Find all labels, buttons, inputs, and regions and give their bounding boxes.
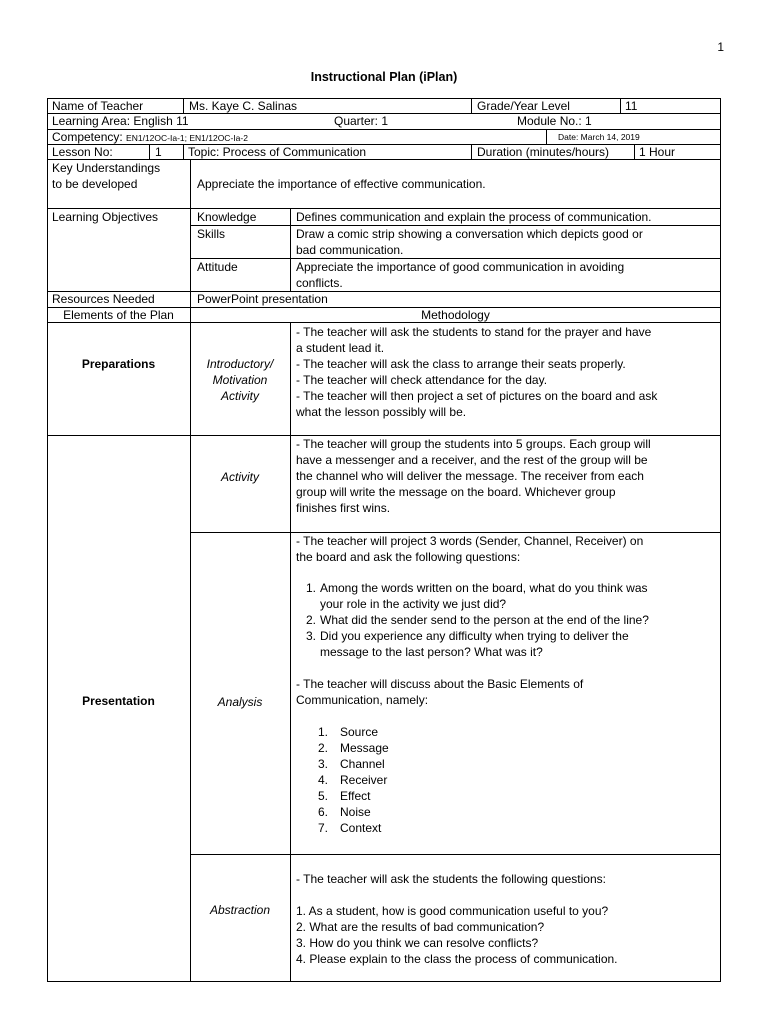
- lesson-value: 1: [155, 145, 162, 159]
- introductory-label-2: Motivation: [212, 373, 268, 387]
- skills-line-1: Draw a comic strip showing a conversation which depicts good or: [296, 227, 643, 241]
- element-item: [296, 724, 716, 740]
- knowledge-value: Defines communication and explain the process of communication.: [296, 210, 652, 224]
- activity-line: group will write the message on the board. Whichever group: [296, 485, 616, 499]
- date: Date: March 14, 2019: [558, 132, 640, 142]
- question-text: your role in the activity we just did?: [320, 597, 507, 611]
- skills-label: Skills: [197, 227, 226, 241]
- elements-of-plan-header: Elements of the Plan: [63, 308, 174, 322]
- competency-value: EN1/12OC-Ia-1; EN1/12OC-Ia-2: [126, 133, 248, 143]
- analysis-content: [296, 533, 716, 836]
- question-number: 2.: [306, 613, 317, 627]
- element-number: 1.: [318, 725, 329, 739]
- element-text: Source: [340, 725, 379, 739]
- topic: Topic: Process of Communication: [188, 145, 367, 159]
- module-number: Module No.: 1: [517, 114, 592, 128]
- teacher-label: Name of Teacher: [52, 99, 144, 113]
- activity-line: the channel who will deliver the message. The receiver from each: [296, 469, 644, 483]
- page-number: 1: [717, 40, 724, 54]
- abstraction-line: 1. As a student, how is good communication useful to you?: [296, 904, 609, 918]
- question-text: Did you experience any difficulty when trying to deliver the: [320, 629, 629, 643]
- grade-value: 11: [625, 99, 638, 113]
- element-number: 6.: [318, 805, 329, 819]
- instructional-plan-table: [47, 98, 721, 982]
- preparations-label: Preparations: [81, 357, 156, 371]
- question-text: message to the last person? What was it?: [320, 645, 543, 659]
- abstraction-content: [296, 871, 618, 967]
- activity-line: - The teacher will group the students into 5 groups. Each group will: [296, 437, 651, 451]
- element-item: [296, 756, 716, 772]
- prep-line: - The teacher will then project a set of pictures on the board and ask: [296, 389, 658, 403]
- element-item: [296, 788, 716, 804]
- element-number: 2.: [318, 741, 329, 755]
- attitude-line-2: conflicts.: [296, 276, 343, 290]
- skills-line-2: bad communication.: [296, 243, 404, 257]
- analysis-label: Analysis: [217, 695, 263, 709]
- resources-label: Resources Needed: [52, 292, 155, 306]
- question-number: 3.: [306, 629, 317, 643]
- competency-label: Competency:: [52, 130, 123, 144]
- activity-content: [296, 436, 651, 516]
- abstraction-line: 2. What are the results of bad communication?: [296, 920, 545, 934]
- learning-objectives-label: Learning Objectives: [52, 210, 159, 224]
- element-text: Noise: [340, 805, 371, 819]
- element-text: Message: [340, 741, 389, 755]
- element-item: [296, 804, 716, 820]
- key-understandings-label-2: to be developed: [52, 177, 138, 191]
- preparations-content: [296, 324, 657, 420]
- prep-line: - The teacher will check attendance for the day.: [296, 373, 548, 387]
- question-text: Among the words written on the board, what do you think was: [320, 581, 648, 595]
- element-text: Effect: [340, 789, 371, 803]
- element-number: 5.: [318, 789, 329, 803]
- document-title: Instructional Plan (iPlan): [310, 70, 458, 84]
- analysis-discuss-line: Communication, namely:: [296, 693, 429, 707]
- teacher-name: Ms. Kaye C. Salinas: [189, 99, 298, 113]
- prep-line: what the lesson possibly will be.: [296, 405, 467, 419]
- abstraction-line: - The teacher will ask the students the following questions:: [296, 872, 606, 886]
- methodology-header: Methodology: [421, 308, 490, 322]
- element-item: [296, 740, 716, 756]
- abstraction-line: 3. How do you think we can resolve conflicts?: [296, 936, 539, 950]
- attitude-label: Attitude: [197, 260, 238, 274]
- question-number: 1.: [306, 581, 317, 595]
- abstraction-line: [296, 887, 618, 903]
- element-number: 4.: [318, 773, 329, 787]
- activity-line: finishes first wins.: [296, 501, 391, 515]
- key-understandings-value: Appreciate the importance of effective communication.: [197, 177, 486, 191]
- grade-label: Grade/Year Level: [477, 99, 570, 113]
- analysis-intro-line: - The teacher will project 3 words (Sender, Channel, Receiver) on: [296, 534, 644, 548]
- prep-line: - The teacher will ask the class to arrange their seats properly.: [296, 357, 626, 371]
- presentation-label: Presentation: [82, 694, 155, 708]
- prep-line: - The teacher will ask the students to stand for the prayer and have: [296, 325, 652, 339]
- prep-line: a student lead it.: [296, 341, 385, 355]
- element-number: 7.: [318, 821, 329, 835]
- activity-line: have a messenger and a receiver, and the rest of the group will be: [296, 453, 648, 467]
- abstraction-line: 4. Please explain to the class the process of communication.: [296, 952, 618, 966]
- analysis-intro-line: the board and ask the following questions:: [296, 550, 521, 564]
- key-understandings-label-1: Key Understandings: [52, 161, 161, 175]
- analysis-discuss-line: - The teacher will discuss about the Basic Elements of: [296, 677, 584, 691]
- element-text: Channel: [340, 757, 385, 771]
- element-text: Receiver: [340, 773, 388, 787]
- analysis-question: [296, 580, 716, 612]
- element-number: 3.: [318, 757, 329, 771]
- duration-value: 1 Hour: [639, 145, 676, 159]
- quarter: Quarter: 1: [334, 114, 389, 128]
- activity-label: Activity: [220, 470, 259, 484]
- duration-label: Duration (minutes/hours): [477, 145, 610, 159]
- question-text: What did the sender send to the person at the end of the line?: [320, 613, 649, 627]
- introductory-label-3: Activity: [220, 389, 259, 403]
- learning-area: Learning Area: English 11: [52, 114, 189, 128]
- attitude-line-1: Appreciate the importance of good communication in avoiding: [296, 260, 625, 274]
- element-text: Context: [340, 821, 382, 835]
- element-item: [296, 820, 716, 836]
- analysis-question: [296, 612, 716, 628]
- knowledge-label: Knowledge: [197, 210, 257, 224]
- lesson-label: Lesson No:: [52, 145, 113, 159]
- analysis-question: [296, 628, 716, 660]
- resources-value: PowerPoint presentation: [197, 292, 328, 306]
- introductory-label-1: Introductory/: [206, 357, 274, 371]
- element-item: [296, 772, 716, 788]
- abstraction-label: Abstraction: [209, 903, 271, 917]
